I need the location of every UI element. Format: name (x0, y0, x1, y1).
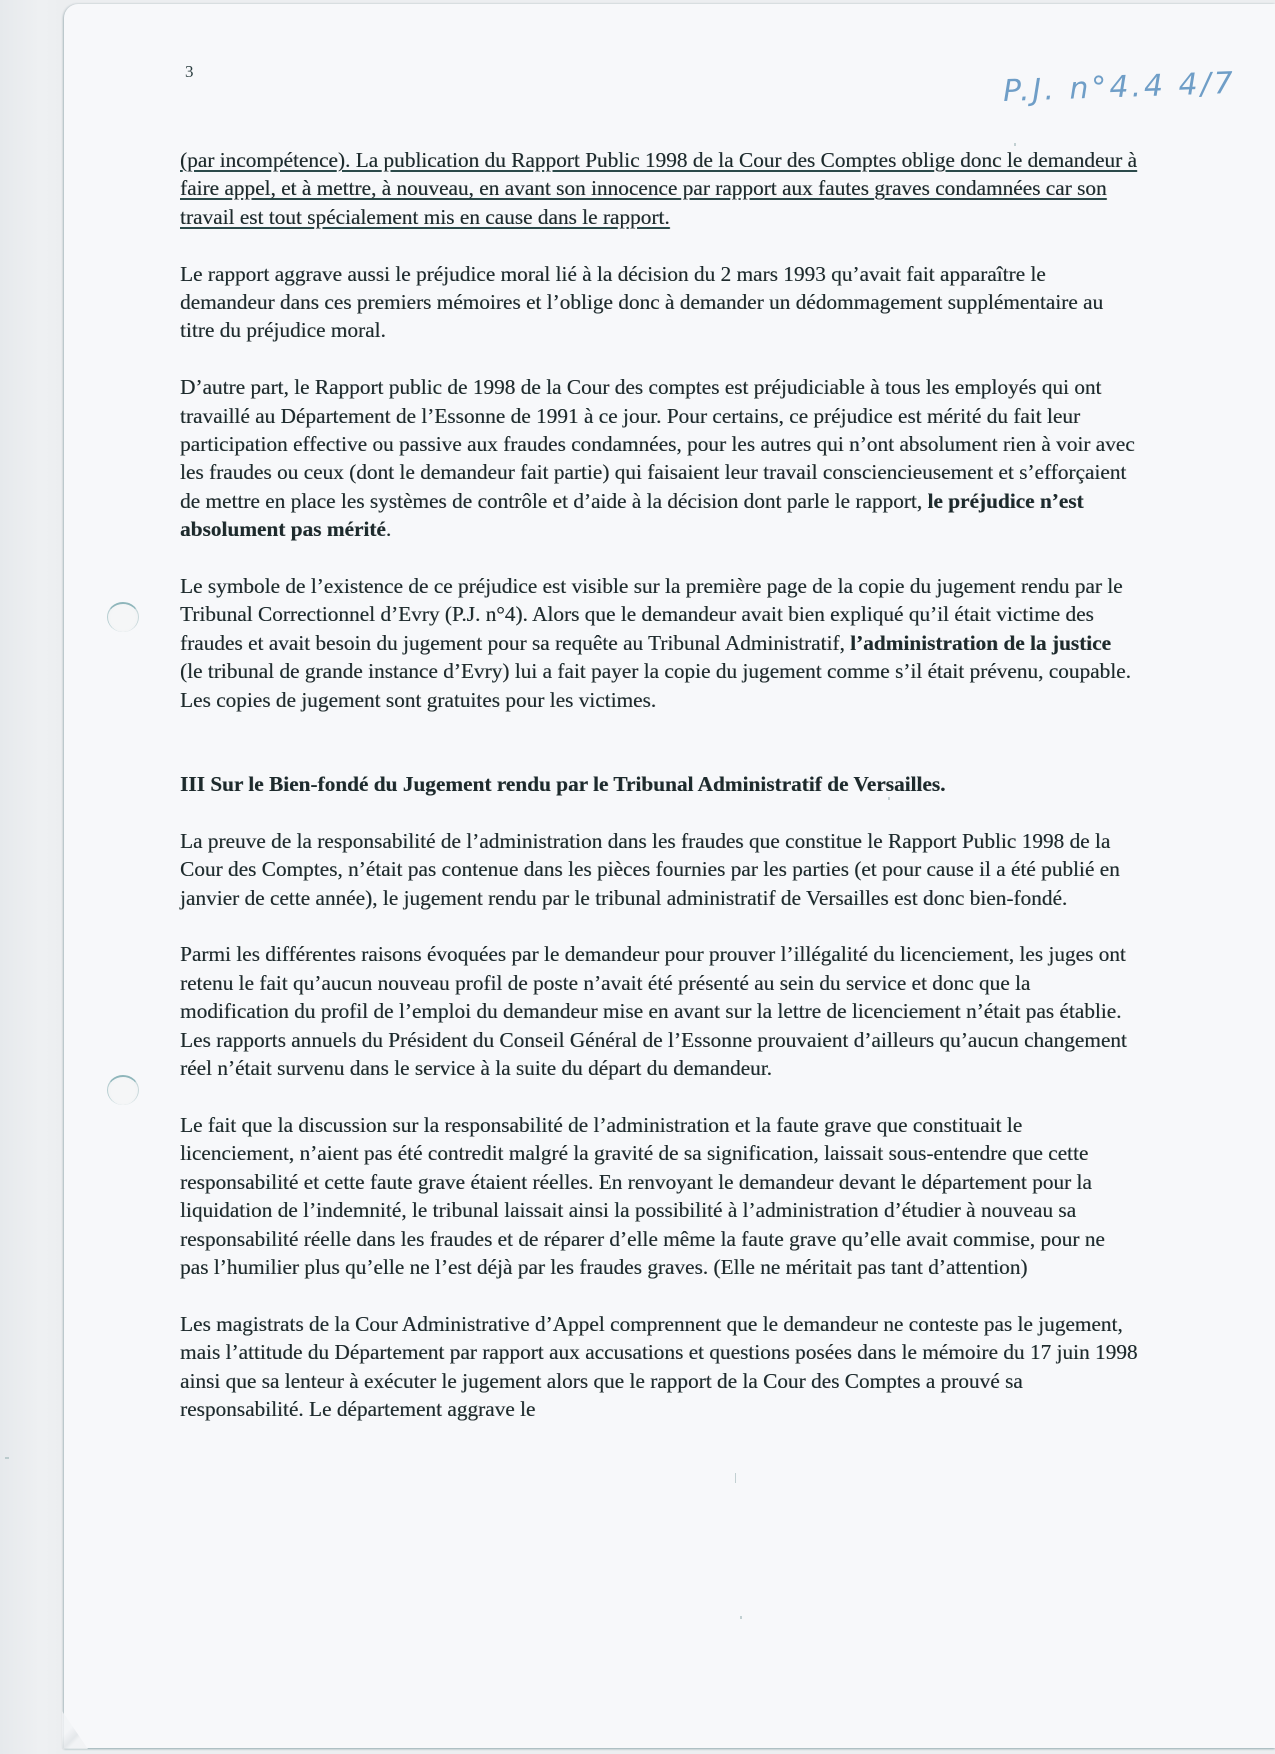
scan-speck (735, 1473, 736, 1483)
handwritten-annotation: P.J. n°4.4 4/7 (1002, 65, 1237, 109)
paragraph-prejudice-symbol (180, 572, 1138, 714)
paragraph-text: Le symbole de l’existence de ce préjudice est visible sur la première page de la copie du jugement rendu par le Tribunal Correctionnel d’Evry (P.J. n°4). Alors que le demandeur avait bien expliqué qu’il était victime des fraudes et avait besoin du jugement pour sa requête au Tribunal Administratif, (180, 574, 1123, 655)
scan-speck (5, 1457, 9, 1459)
document-body (180, 146, 1138, 1452)
paragraph-text: . (385, 517, 392, 542)
paragraph-text: (le tribunal de grande instance d’Evry) lui a fait payer la copie du jugement comme s’il était prévenu, coupable. Les copies de jugement sont gratuites pour les victimes. (180, 659, 1131, 712)
bold-emphasis: le préjudice n’est absolument pas mérité (180, 488, 1084, 542)
paragraph-serious-fault: Le fait que la discussion sur la responsabilité de l’administration et la faute grave que constituait le licenciement, n’aient pas été contredit malgré la gravité de sa signification, laissait sous-entendre que cette responsabilité et cette faute grave étaient réelles. En renvoyant le demandeur devant le département pour la liquidation de l’indemnité, le tribunal laissait ainsi la possibilité à l’administration d’étudier à nouveau sa responsabilité réelle dans les fraudes et de réparer d’elle même la faute grave qu’elle avait commise, pour ne pas l’humilier plus qu’elle ne l’est déjà par les fraudes graves. (Elle ne méritait pas tant d’attention) (180, 1112, 1105, 1279)
paragraph-employees-prejudice (180, 373, 1138, 543)
page-number: 3 (185, 62, 194, 81)
punch-hole-mark (107, 602, 139, 632)
scan-speck (740, 1616, 742, 1619)
paragraph-intro-underlined (180, 146, 1138, 231)
paragraph-moral-prejudice (180, 260, 1138, 345)
punch-hole-mark (107, 1075, 139, 1105)
paragraph-text: D’autre part, le Rapport public de 1998 de la Cour des comptes est préjudiciable à tous les employés qui ont travaillé au Département de l’Essonne de 1991 à ce jour. Pour certains, ce préjudice est mérité du fait leur participation effective ou passive aux fraudes condamnées, pour les autres qui n’ont absolument rien à voir avec les fraudes ou ceux (dont le demandeur fait partie) qui faisaient leur travail consciencieusement et s’efforçaient de mettre en place les systèmes de contrôle et d’aide à la décision dont parle le rapport, (180, 375, 1135, 513)
paragraph-proof-responsibility: La preuve de la responsabilité de l’administration dans les fraudes que constitue le Rapport Public 1998 de la Cour des Comptes, n’était pas contenue dans les pièces fournies par les parties (et pour cause il a été publié en janvier de cette année), le jugement rendu par le tribunal administratif de Versailles est donc bien-fondé. (180, 828, 1120, 910)
bold-emphasis: l’administration de la justice (850, 630, 1112, 655)
paragraph-text: Le rapport aggrave aussi le préjudice moral lié à la décision du 2 mars 1993 qu’avait fait apparaître le demandeur dans ces premiers mémoires et l’oblige donc à demander un dédommagement supplémentaire au titre du préjudice moral. (180, 261, 1104, 343)
section-heading: III Sur le Bien-fondé du Jugement rendu par le Tribunal Administratif de Versailles. (180, 772, 946, 797)
paragraph-dismissal-reasons: Parmi les différentes raisons évoquées par le demandeur pour prouver l’illégalité du licenciement, les juges ont retenu le fait qu’aucun nouveau profil de poste n’avait été présenté au sein du service et donc que la modification du profil de l’emploi du demandeur mise en avant sur la lettre de licenciement n’était pas établie. Les rapports annuels du Président du Conseil Général de l’Essonne prouvaient d’ailleurs qu’aucun changement réel n’était survenu dans le service à la suite du départ du demandeur. (180, 942, 1127, 1081)
paragraph-appeal-magistrates: Les magistrats de la Cour Administrative d’Appel comprennent que le demandeur ne conteste pas le jugement, mais l’attitude du Département par rapport aux accusations et questions posées dans le mémoire du 17 juin 1998 ainsi que sa lenteur à exécuter le jugement alors que le rapport de la Cour des Comptes a prouvé sa responsabilité. Le département aggrave le (180, 1311, 1138, 1421)
paragraph-text: (par incompétence). La publication du Rapport Public 1998 de la Cour des Comptes oblige donc le demandeur à faire appel, et à mettre, à nouveau, en avant son innocence par rapport aux fautes graves condamnées car son travail est tout spécialement mis en cause dans le rapport. (180, 148, 1137, 229)
